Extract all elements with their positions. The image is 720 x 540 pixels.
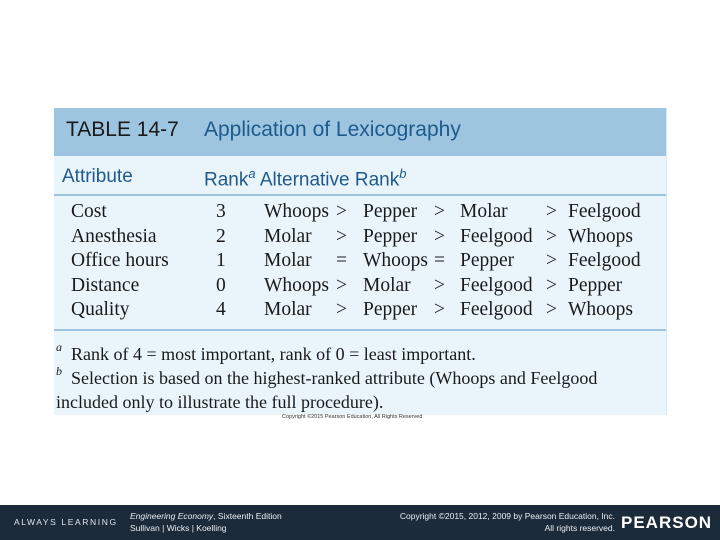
alternative-cell: Pepper [460, 250, 515, 271]
table-row [54, 250, 666, 275]
comparison-symbol: > [546, 201, 557, 222]
comparison-symbol: > [434, 201, 445, 222]
comparison-symbol: > [434, 226, 445, 247]
footnote-mark: a [56, 340, 62, 354]
header-alternative-footnote-mark: b [399, 166, 407, 181]
comparison-symbol: > [546, 275, 557, 296]
alternative-cell: Feelgood [460, 275, 533, 296]
attribute-cell: Distance [71, 275, 140, 296]
comparison-symbol: > [336, 226, 347, 247]
alternative-cell: Feelgood [568, 201, 641, 222]
alternative-cell: Pepper [363, 226, 418, 247]
attribute-cell: Quality [71, 299, 130, 320]
lexicography-table [54, 108, 667, 415]
header-rank [204, 166, 406, 191]
table-row [54, 275, 666, 300]
comparison-symbol: > [336, 299, 347, 320]
alternative-cell: Molar [264, 250, 312, 271]
alternative-cell: Feelgood [568, 250, 641, 271]
book-edition: , Sixteenth Edition [213, 511, 282, 521]
comparison-symbol: > [546, 299, 557, 320]
footer-copyright [360, 510, 615, 534]
comparison-symbol: = [434, 250, 445, 271]
footer-copyright-line1: Copyright ©2015, 2012, 2009 by Pearson Education, Inc. [399, 511, 615, 521]
attribute-cell: Anesthesia [71, 226, 157, 247]
pearson-logo: PEARSON [621, 513, 713, 532]
table-title-bar [54, 108, 666, 156]
footnote-divider [54, 329, 666, 331]
attribute-cell: Cost [71, 201, 107, 222]
rank-cell: 1 [216, 250, 226, 271]
header-rank-label: Rank [204, 169, 249, 191]
alternative-cell: Feelgood [460, 226, 533, 247]
header-alternative-label: Alternative Rank [259, 169, 400, 191]
comparison-symbol: > [336, 275, 347, 296]
book-info [130, 510, 282, 534]
alternative-cell: Molar [460, 201, 508, 222]
header-attribute: Attribute [62, 166, 133, 187]
table-row [54, 201, 666, 226]
comparison-symbol: = [336, 250, 347, 271]
table-row [54, 226, 666, 251]
header-rank-footnote-mark: a [248, 166, 256, 181]
alternative-cell: Molar [264, 226, 312, 247]
footer-copyright-line2: All rights reserved. [544, 523, 615, 533]
book-authors: Sullivan | Wicks | Koelling [130, 523, 227, 533]
comparison-symbol: > [546, 250, 557, 271]
table-row [54, 299, 666, 324]
comparison-symbol: > [336, 201, 347, 222]
alternative-cell: Whoops [568, 226, 633, 247]
rank-cell: 4 [216, 299, 226, 320]
alternative-cell: Pepper [568, 275, 623, 296]
header-divider [54, 194, 666, 196]
alternative-cell: Whoops [264, 201, 329, 222]
table-copyright: Copyright ©2015 Pearson Education, All Rights Reserved [282, 414, 423, 420]
attribute-cell: Office hours [71, 250, 169, 271]
footnote-text: Selection is based on the highest-ranked attribute (Whoops and Feelgood [71, 368, 598, 388]
footer-bar [0, 505, 720, 540]
alternative-cell: Pepper [363, 299, 418, 320]
rank-cell: 3 [216, 201, 226, 222]
comparison-symbol: > [546, 226, 557, 247]
table-title: Application of Lexicography [204, 118, 461, 141]
comparison-symbol: > [434, 299, 445, 320]
footnote-text: Rank of 4 = most important, rank of 0 = least important. [71, 344, 476, 364]
alternative-cell: Feelgood [460, 299, 533, 320]
alternative-cell: Whoops [568, 299, 633, 320]
alternative-cell: Whoops [363, 250, 428, 271]
rank-cell: 2 [216, 226, 226, 247]
alternative-cell: Molar [363, 275, 411, 296]
footnote-text: included only to illustrate the full procedure). [56, 392, 384, 412]
footer-tagline: ALWAYS LEARNING [14, 517, 118, 527]
book-title: Engineering Economy [130, 511, 214, 521]
rank-cell: 0 [216, 275, 226, 296]
alternative-cell: Molar [264, 299, 312, 320]
comparison-symbol: > [434, 275, 445, 296]
table-number: TABLE 14-7 [66, 118, 179, 141]
alternative-cell: Pepper [363, 201, 418, 222]
footnote-mark: b [56, 364, 62, 378]
alternative-cell: Whoops [264, 275, 329, 296]
